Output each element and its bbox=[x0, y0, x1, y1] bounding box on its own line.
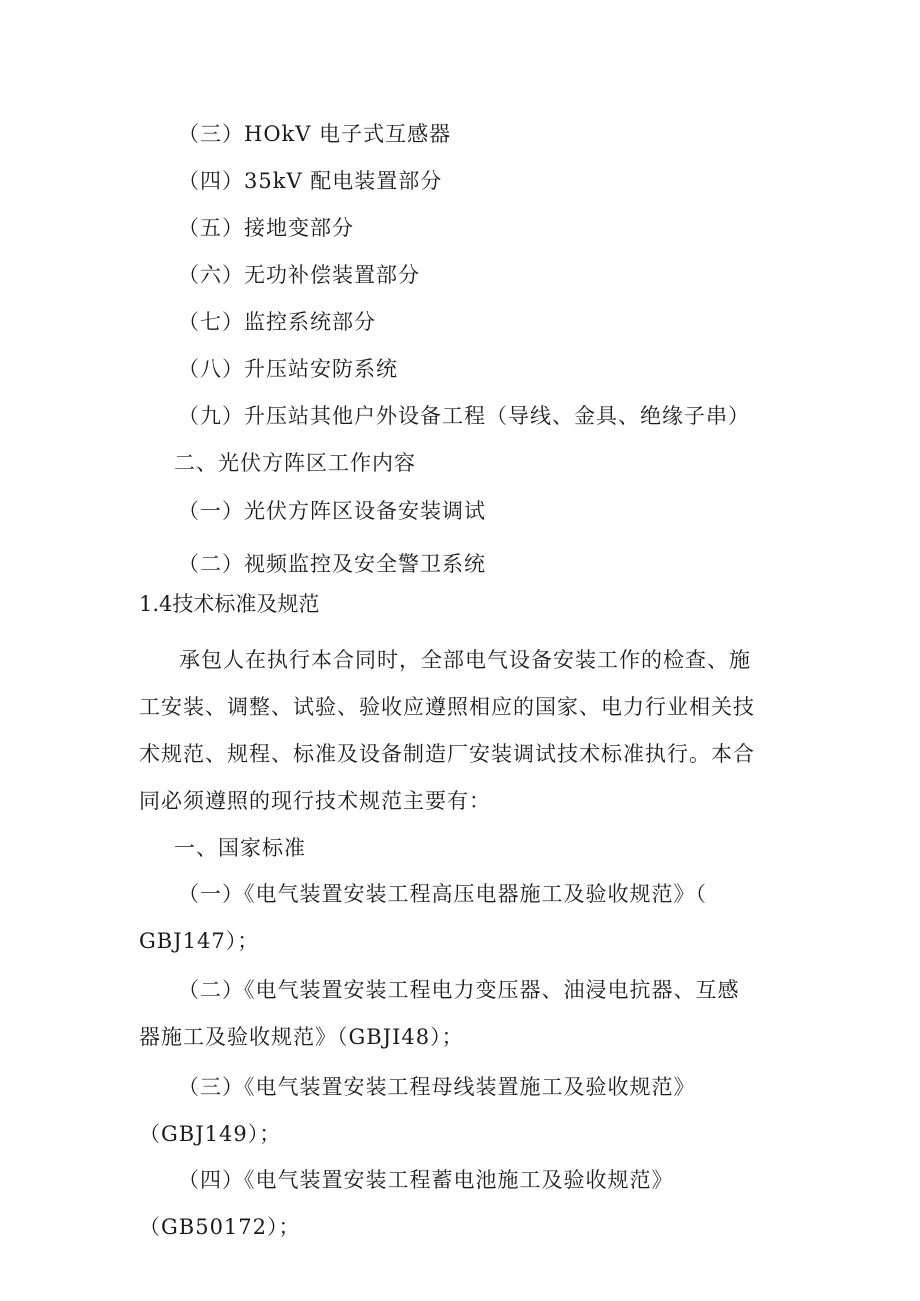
section-title: 1.4技术标准及规范 bbox=[139, 592, 320, 616]
list-item: （五）接地变部分 bbox=[178, 216, 354, 240]
list-item: （三）HOkV 电子式互感器 bbox=[178, 122, 452, 146]
standard-item-line2: 器施工及验收规范》（GBJI48）； bbox=[139, 1025, 464, 1049]
list-item: （一）光伏方阵区设备安装调试 bbox=[178, 499, 486, 523]
standard-item-line1: （四）《电气装置安装工程蓄电池施工及验收规范》 bbox=[178, 1168, 674, 1192]
list-item: （四）35kV 配电装置部分 bbox=[178, 169, 443, 193]
paragraph-line: 术规范、规程、标准及设备制造厂安装调试技术标准执行。本合 bbox=[139, 742, 755, 766]
list-item: （二）视频监控及安全警卫系统 bbox=[178, 552, 486, 576]
list-item: （七）监控系统部分 bbox=[178, 310, 376, 334]
standard-item-line1: （三）《电气装置安装工程母线装置施工及验收规范》 bbox=[178, 1075, 696, 1099]
subsection-heading: 一、国家标准 bbox=[174, 836, 306, 860]
standard-item-line2: （GB50172）； bbox=[139, 1215, 301, 1239]
list-item: （八）升压站安防系统 bbox=[178, 357, 398, 381]
paragraph-line: 工安装、调整、试验、验收应遵照相应的国家、电力行业相关技 bbox=[139, 695, 755, 719]
paragraph-line: 承包人在执行本合同时，全部电气设备安装工作的检查、施 bbox=[179, 648, 751, 672]
standard-item-line2: GBJ147）； bbox=[139, 929, 260, 953]
standard-item-line2: （GBJ149）； bbox=[139, 1122, 282, 1146]
list-item: （九）升压站其他户外设备工程（导线、金具、绝缘子串） bbox=[178, 404, 750, 428]
section-heading: 二、光伏方阵区工作内容 bbox=[174, 451, 416, 475]
standard-item-line1: （二）《电气装置安装工程电力变压器、油浸电抗器、互感 bbox=[178, 978, 740, 1002]
standard-item-line1: （一）《电气装置安装工程高压电器施工及验收规范》（ bbox=[178, 882, 707, 906]
list-item: （六）无功补偿装置部分 bbox=[178, 263, 420, 287]
paragraph-line: 同必须遵照的现行技术规范主要有： bbox=[139, 789, 491, 813]
